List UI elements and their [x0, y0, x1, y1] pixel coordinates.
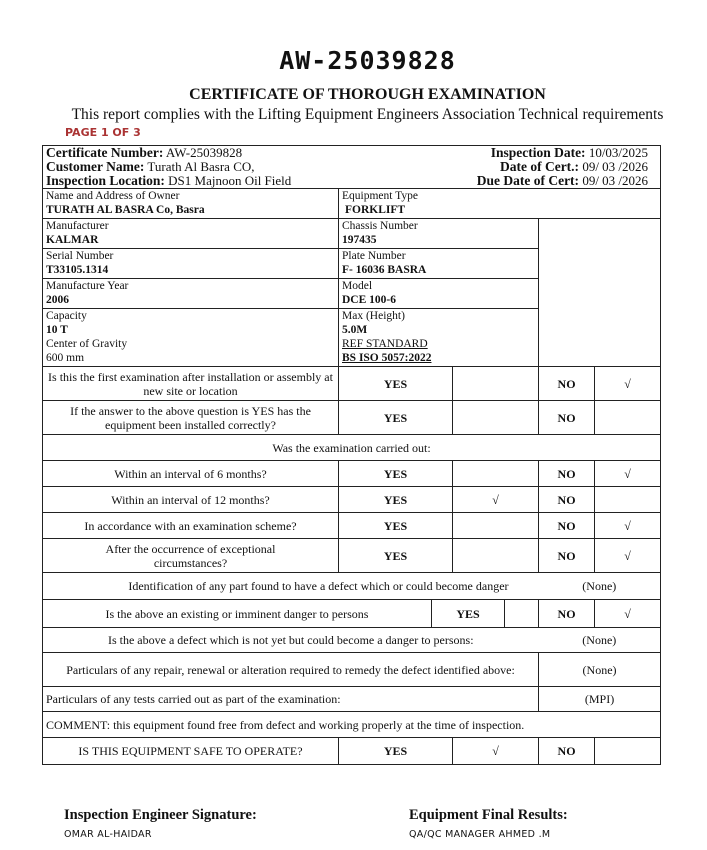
interval-12-no-check: [595, 487, 661, 513]
due-date-label: Due Date of Cert:: [476, 173, 580, 188]
equipment-type-value: FORKLIFT: [345, 204, 406, 216]
header-right: [476, 145, 661, 189]
chassis-label: Chassis Number: [342, 220, 418, 232]
exceptional-no: NO: [539, 539, 595, 573]
serial-label: Serial Number: [46, 250, 114, 262]
row-imminent-danger: [43, 600, 661, 628]
tests-answer: (MPI): [539, 687, 661, 712]
certificate-table: [42, 145, 661, 765]
cog-value: 600 mm: [46, 352, 85, 364]
interval-12-yes-check: √: [453, 487, 539, 513]
exam-scheme-no: NO: [539, 513, 595, 539]
engineer-signature-label: Inspection Engineer Signature:: [64, 807, 257, 823]
customer-name: Turath Al Basra CO,: [147, 159, 255, 174]
year-label: Manufacture Year: [46, 280, 129, 292]
safe-to-operate-question: IS THIS EQUIPMENT SAFE TO OPERATE?: [43, 738, 339, 765]
plate-label: Plate Number: [342, 250, 406, 262]
interval-6-no-check: √: [595, 461, 661, 487]
row-exceptional: [43, 539, 661, 573]
interval-6-no: NO: [539, 461, 595, 487]
imminent-danger-yes-check: [505, 600, 539, 627]
row-defect-identification: [43, 573, 661, 600]
exceptional-no-check: √: [595, 539, 661, 573]
interval-6-yes-check: [453, 461, 539, 487]
row-was-carried-out: [43, 435, 661, 461]
exam-scheme-yes-check: [453, 513, 539, 539]
equipment-type-label: Equipment Type: [342, 190, 418, 202]
details-row-owner: [43, 189, 661, 219]
future-danger-question: Is the above a defect which is not yet but could become a danger to persons:: [43, 628, 539, 653]
installed-correctly-yes: YES: [339, 401, 453, 435]
blank-cell: [539, 219, 661, 367]
certificate-title: CERTIFICATE OF THOROUGH EXAMINATION: [189, 86, 546, 103]
interval-12-no: NO: [539, 487, 595, 513]
row-repairs: [43, 653, 661, 687]
imminent-danger-question: Is the above an existing or imminent danger to persons: [43, 600, 432, 627]
first-exam-no-check: √: [595, 367, 661, 401]
chassis-value: 197435: [342, 234, 377, 246]
ref-standard-value: BS ISO 5057:2022: [342, 352, 432, 364]
inspection-location: DS1 Majnoon Oil Field: [168, 173, 292, 188]
cert-number-label: Certificate Number:: [46, 145, 164, 160]
exceptional-question: After the occurrence of exceptional circumstances?: [43, 539, 339, 573]
imminent-danger-inner: [43, 600, 538, 627]
row-first-exam: [43, 367, 661, 401]
row-interval-12: [43, 487, 661, 513]
interval-12-yes: YES: [339, 487, 453, 513]
plate-value: F- 16036 BASRA: [342, 264, 427, 276]
document-number: AW-25039828: [279, 46, 456, 75]
safe-to-operate-no-check: [595, 738, 661, 765]
safe-to-operate-yes-check: √: [453, 738, 539, 765]
engineer-name: OMAR AL-HAIDAR: [64, 829, 152, 840]
ref-standard-label: REF STANDARD: [342, 338, 428, 350]
safe-to-operate-no: NO: [539, 738, 595, 765]
first-exam-yes: YES: [339, 367, 453, 401]
repairs-answer: (None): [539, 653, 661, 687]
year-value: 2006: [46, 294, 69, 306]
exceptional-yes: YES: [339, 539, 453, 573]
installed-correctly-no-check: [595, 401, 661, 435]
final-results-name: QA/QC MANAGER AHMED .M: [409, 829, 551, 840]
details-row-manufacturer: [43, 219, 661, 249]
tests-question: Particulars of any tests carried out as part of the examination:: [43, 687, 539, 712]
serial-value: T33105.1314: [46, 264, 109, 276]
defect-identification-question: Identification of any part found to have a defect which or could become danger: [43, 573, 539, 600]
inspection-date-label: Inspection Date:: [490, 145, 586, 160]
interval-6-question: Within an interval of 6 months?: [43, 461, 339, 487]
first-exam-question: Is this the first examination after installation or assembly at new site or location: [43, 367, 339, 401]
cert-date: 09/ 03 /2026: [582, 159, 649, 174]
compliance-statement: This report complies with the Lifting Equipment Engineers Association Technical requirements: [71, 106, 664, 123]
location-label: Inspection Location:: [46, 173, 165, 188]
repairs-question: Particulars of any repair, renewal or alteration required to remedy the defect identified above:: [43, 653, 539, 687]
imminent-danger-no-check: √: [595, 600, 661, 628]
future-danger-answer: (None): [539, 628, 661, 653]
first-exam-no: NO: [539, 367, 595, 401]
manufacturer-label: Manufacturer: [46, 220, 109, 232]
customer-label: Customer Name:: [46, 159, 145, 174]
model-label: Model: [342, 280, 373, 292]
row-tests: [43, 687, 661, 712]
model-value: DCE 100-6: [342, 294, 396, 306]
interval-12-question: Within an interval of 12 months?: [43, 487, 339, 513]
cert-date-label: Date of Cert.:: [499, 159, 580, 174]
capacity-value: 10 T: [46, 324, 68, 336]
exam-scheme-no-check: √: [595, 513, 661, 539]
row-safe-to-operate: [43, 738, 661, 765]
owner-label: Name and Address of Owner: [46, 190, 180, 202]
imminent-danger-no: NO: [539, 600, 595, 628]
row-future-danger: [43, 628, 661, 653]
row-comment: [43, 712, 661, 738]
cog-label: Center of Gravity: [46, 338, 128, 350]
interval-6-yes: YES: [339, 461, 453, 487]
imminent-danger-split: [43, 600, 539, 628]
was-carried-out-heading: Was the examination carried out:: [43, 435, 661, 461]
max-height-value: 5.0M: [342, 324, 368, 336]
due-date: 09/ 03 /2026: [582, 173, 649, 188]
manufacturer-value: KALMAR: [46, 234, 99, 246]
exam-scheme-yes: YES: [339, 513, 453, 539]
capacity-label: Capacity: [46, 310, 87, 322]
exam-scheme-question: In accordance with an examination scheme?: [43, 513, 339, 539]
row-exam-scheme: [43, 513, 661, 539]
imminent-danger-yes: YES: [432, 600, 505, 627]
cert-number: AW-25039828: [165, 145, 243, 160]
inspection-date: 10/03/2025: [588, 145, 649, 160]
row-interval-6: [43, 461, 661, 487]
defect-identification-answer: (None): [539, 573, 661, 600]
installed-correctly-question: If the answer to the above question is YES has the equipment been installed correctly?: [43, 401, 339, 435]
final-results-label: Equipment Final Results:: [409, 807, 568, 823]
exceptional-yes-check: [453, 539, 539, 573]
first-exam-yes-check: [453, 367, 539, 401]
row-installed-correctly: [43, 401, 661, 435]
header-row: [43, 146, 661, 189]
owner-value: TURATH AL BASRA Co, Basra: [46, 204, 205, 216]
installed-correctly-yes-check: [453, 401, 539, 435]
max-height-label: Max (Height): [342, 310, 405, 322]
installed-correctly-no: NO: [539, 401, 595, 435]
safe-to-operate-yes: YES: [339, 738, 453, 765]
comment: COMMENT: this equipment found free from defect and working properly at the time of inspection.: [43, 712, 661, 738]
page-number: PAGE 1 OF 3: [65, 126, 141, 139]
